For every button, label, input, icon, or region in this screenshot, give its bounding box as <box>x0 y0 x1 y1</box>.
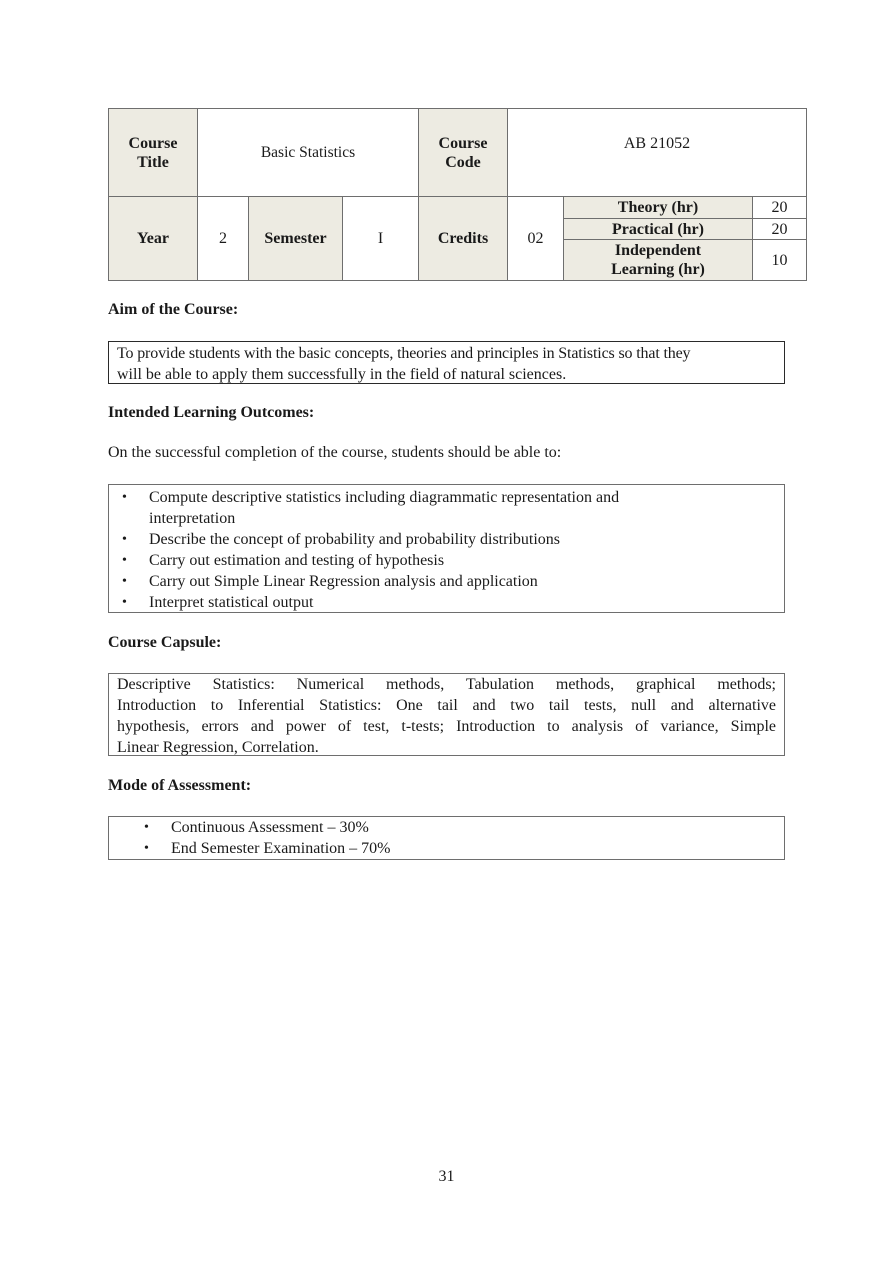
assessment-heading: Mode of Assessment: <box>108 777 252 794</box>
assessment-item <box>109 817 784 838</box>
bullet-icon: • <box>122 490 127 505</box>
course-title-value: Basic Statistics <box>198 109 419 197</box>
aim-text-line1: To provide students with the basic concepts, theories and principles in Statistics so that they <box>117 345 691 362</box>
capsule-box <box>108 673 785 756</box>
independent-learning-label <box>564 240 753 281</box>
outcome-item <box>109 550 784 571</box>
outcomes-heading: Intended Learning Outcomes: <box>108 404 315 421</box>
practical-hours-label: Practical (hr) <box>564 219 753 240</box>
bullet-icon: • <box>144 841 149 856</box>
credits-value: 02 <box>508 197 564 281</box>
aim-heading: Aim of the Course: <box>108 301 239 318</box>
bullet-icon: • <box>122 532 127 547</box>
credits-label: Credits <box>419 197 508 281</box>
outcome-item <box>109 592 784 613</box>
capsule-text-line: Descriptive Statistics: Numerical methods, Tabulation methods, graphical methods; <box>117 676 776 693</box>
course-title-label <box>109 109 198 197</box>
year-label: Year <box>109 197 198 281</box>
assessment-box <box>108 816 785 860</box>
bullet-icon: • <box>122 553 127 568</box>
year-value: 2 <box>198 197 249 281</box>
assessment-text: End Semester Examination – 70% <box>171 840 391 857</box>
outcome-text: Carry out estimation and testing of hypothesis <box>149 552 445 569</box>
practical-hours-value: 20 <box>753 219 807 240</box>
independent-learning-label-line2: Learning (hr) <box>611 261 705 278</box>
outcome-item <box>109 487 784 529</box>
course-code-label <box>419 109 508 197</box>
capsule-text-line: Introduction to Inferential Statistics: One tail and two tail tests, null and alternative <box>117 697 776 714</box>
independent-learning-label-line1: Independent <box>614 242 702 259</box>
capsule-text-line: Linear Regression, Correlation. <box>117 739 319 756</box>
outcome-text: Carry out Simple Linear Regression analysis and application <box>149 573 538 590</box>
assessment-item <box>109 838 784 859</box>
page-number: 31 <box>438 1168 455 1185</box>
outcomes-list <box>109 487 784 613</box>
bullet-icon: • <box>144 820 149 835</box>
capsule-heading: Course Capsule: <box>108 634 222 651</box>
outcome-text: Interpret statistical output <box>149 594 314 611</box>
course-code-value: AB 21052 <box>508 109 807 197</box>
theory-hours-label: Theory (hr) <box>564 197 753 219</box>
outcome-text: Describe the concept of probability and probability distributions <box>149 531 561 548</box>
outcomes-intro: On the successful completion of the course, students should be able to: <box>108 444 562 461</box>
course-info-table <box>108 108 807 281</box>
outcome-text-line2: interpretation <box>149 510 236 527</box>
aim-text-line2: will be able to apply them successfully in the field of natural sciences. <box>117 366 567 383</box>
outcome-item <box>109 529 784 550</box>
outcomes-box <box>108 484 785 613</box>
theory-hours-value: 20 <box>753 197 807 219</box>
outcome-text-line1: Compute descriptive statistics including diagrammatic representation and <box>149 489 620 506</box>
assessment-text: Continuous Assessment – 30% <box>171 819 369 836</box>
independent-learning-value: 10 <box>753 240 807 281</box>
bullet-icon: • <box>122 595 127 610</box>
aim-box <box>108 341 785 384</box>
course-code-label-text: Course Code <box>438 134 488 171</box>
course-title-label-text: Course Title <box>128 134 178 171</box>
semester-label: Semester <box>249 197 343 281</box>
assessment-list <box>109 817 784 859</box>
outcome-item <box>109 571 784 592</box>
capsule-text-line: hypothesis, errors and power of test, t-tests; Introduction to analysis of variance, Simple <box>117 718 776 735</box>
semester-value: I <box>343 197 419 281</box>
bullet-icon: • <box>122 574 127 589</box>
